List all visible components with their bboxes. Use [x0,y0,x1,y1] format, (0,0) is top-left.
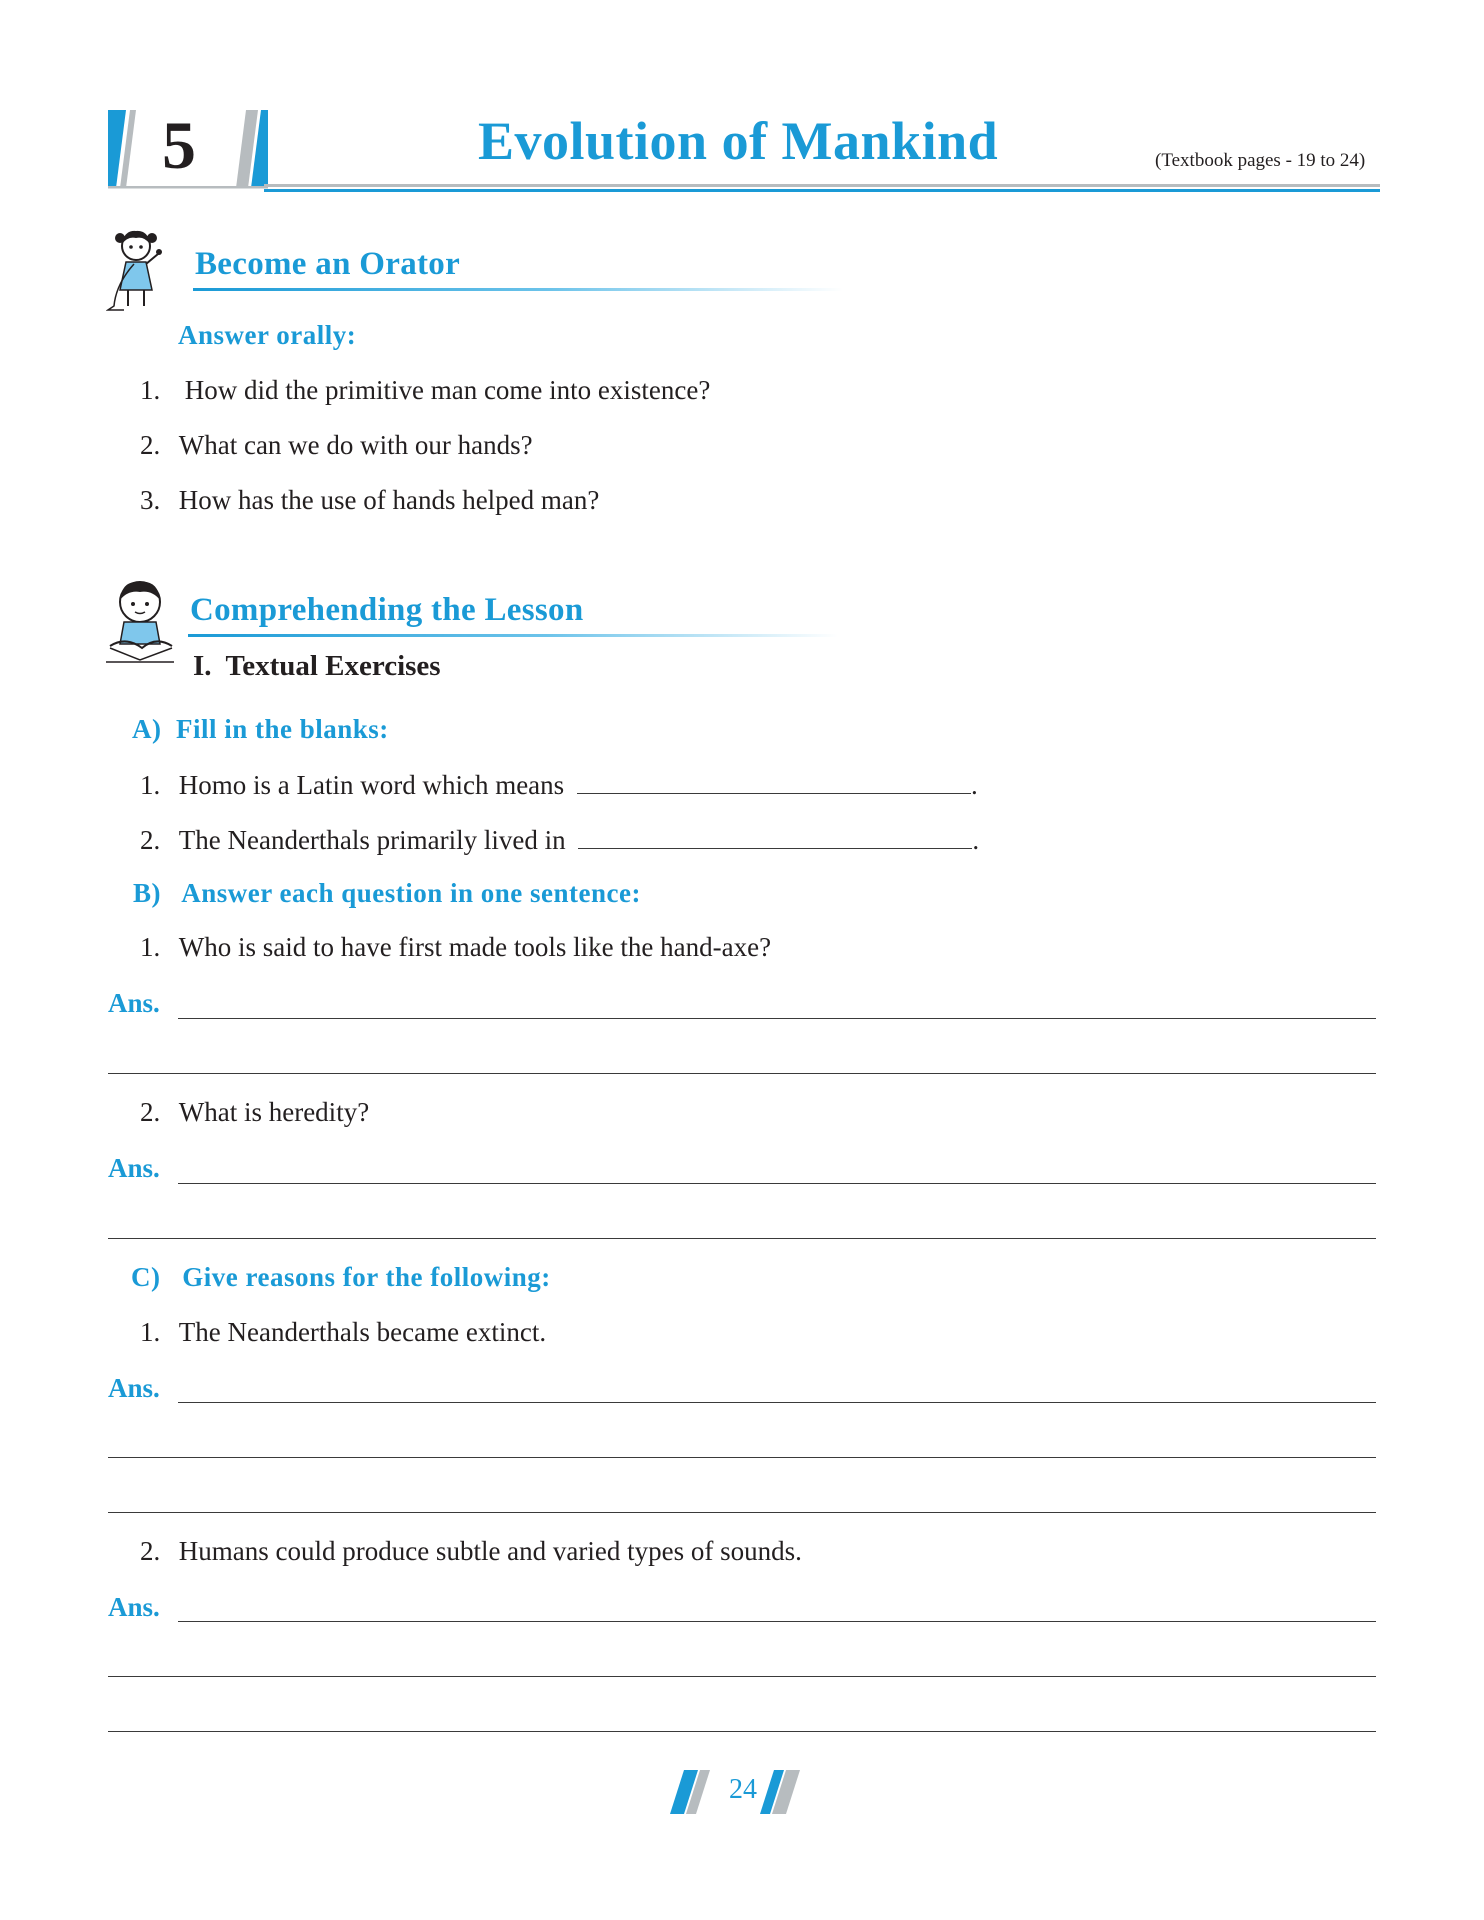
item-text: What is heredity? [178,1097,370,1127]
ans-label: Ans. [108,1592,160,1622]
question-item [140,1097,369,1128]
list-item [140,430,533,461]
boy-reading-icon [106,574,176,666]
list-item [140,485,599,516]
answer-line[interactable] [178,1402,1376,1403]
item-number: 1. [140,1317,161,1347]
answer-line[interactable] [108,1676,1376,1677]
section-title-orator: Become an Orator [195,246,461,282]
textbook-pages-note: (Textbook pages - 19 to 24) [1155,150,1366,171]
orator-instruction: Answer orally: [178,320,357,350]
section-title-lesson: Comprehending the Lesson [190,592,584,628]
item-text: Who is said to have first made tools like the hand-axe? [178,932,772,962]
answer-line[interactable] [108,1238,1376,1239]
lesson-underline [188,634,838,637]
section-a-label: A) Fill in the blanks: [132,714,389,744]
item-text: The Neanderthals became extinct. [178,1317,547,1347]
item-number: 2. [140,1097,161,1127]
page-number: 24 [729,1774,757,1805]
ans-label: Ans. [108,1373,160,1403]
answer-blank[interactable] [577,771,971,794]
item-text: How did the primitive man come into existence? [184,375,711,405]
answer-line[interactable] [108,1731,1376,1732]
item-text: Humans could produce subtle and varied types of sounds. [178,1536,802,1566]
orator-underline [193,288,843,291]
ans-label: Ans. [108,988,160,1018]
girl-speaker-icon [106,224,170,316]
section-c-label: C) Give reasons for the following: [131,1262,551,1292]
fill-blank-item [140,825,979,856]
answer-blank[interactable] [578,826,972,849]
item-number: 2. [140,430,161,460]
section-b-label: B) Answer each question in one sentence: [133,878,642,908]
item-text: How has the use of hands helped man? [178,485,600,515]
ans-label: Ans. [108,1153,160,1183]
question-item [140,932,771,963]
question-item [140,1536,802,1567]
item-number: 1. [140,770,161,800]
item-number: 1. [140,375,161,405]
item-text: The Neanderthals primarily lived in [178,825,566,855]
item-number: 2. [140,825,161,855]
item-text: Homo is a Latin word which means [178,770,565,800]
fill-blank-item [140,770,978,801]
answer-line[interactable] [178,1018,1376,1019]
answer-line[interactable] [108,1073,1376,1074]
item-text: What can we do with our hands? [178,430,533,460]
list-item [140,375,710,406]
item-number: 3. [140,485,161,515]
question-item [140,1317,546,1348]
item-end: . [970,770,978,800]
textual-exercises-heading: I. Textual Exercises [193,650,441,682]
header-rule-blue [264,189,1380,192]
item-end: . [972,825,980,855]
answer-line[interactable] [108,1512,1376,1513]
chapter-number: 5 [162,107,196,183]
item-number: 1. [140,932,161,962]
answer-line[interactable] [178,1621,1376,1622]
item-number: 2. [140,1536,161,1566]
answer-line[interactable] [178,1183,1376,1184]
header-rule-grey [264,184,1380,187]
answer-line[interactable] [108,1457,1376,1458]
page-title: Evolution of Mankind [478,111,999,171]
